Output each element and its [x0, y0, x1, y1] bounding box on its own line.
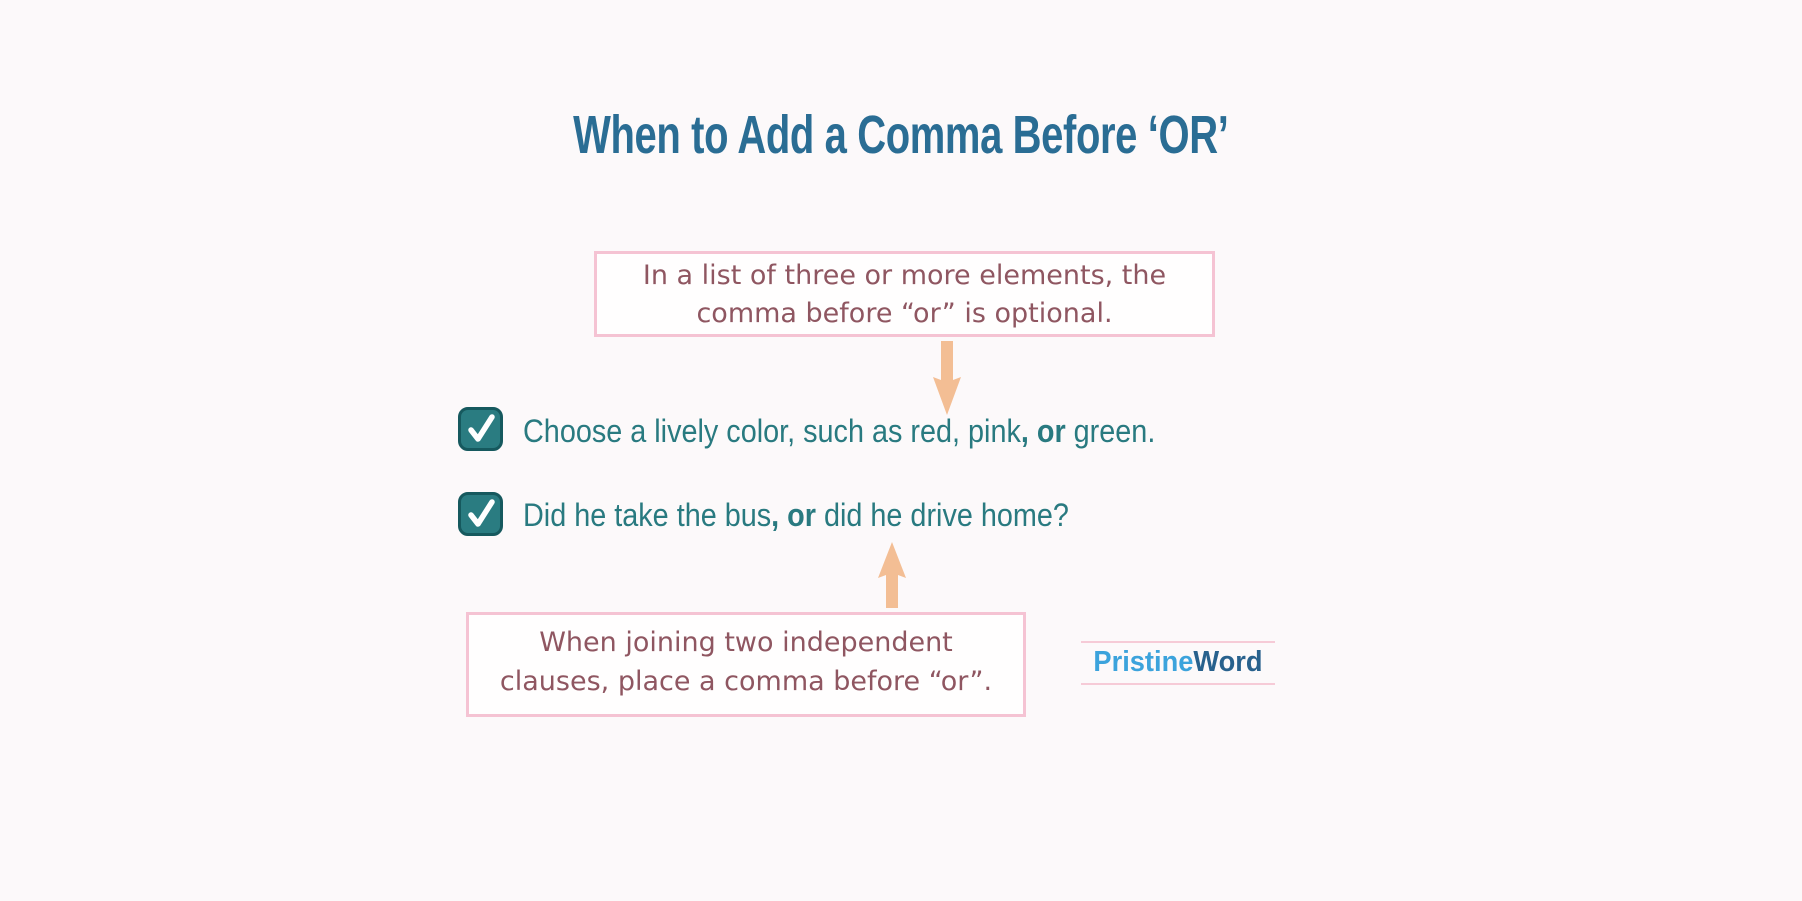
sentence-2-bold-or: , or [771, 497, 816, 533]
pristineword-logo [1081, 646, 1275, 679]
page-title-text: When to Add a Comma Before ‘OR’ [573, 105, 1229, 165]
example-sentence-2-text [523, 496, 1130, 534]
logo-text-word: Word [1193, 646, 1263, 678]
page-title [0, 104, 1802, 166]
sentence-2-pre: Did he take the bus [523, 497, 772, 533]
sentence-2-post: did he drive home? [815, 497, 1069, 533]
logo-divider-bottom [1081, 683, 1275, 685]
check-icon [464, 412, 498, 446]
checkbox-checked-icon [458, 407, 503, 451]
example-sentence-1-text [523, 412, 1226, 450]
rule-bottom-line-2: clauses, place a comma before “or”. [499, 666, 993, 697]
sentence-1-post: green. [1065, 413, 1156, 449]
sentence-1-bold-or: , or [1020, 413, 1066, 449]
rule-bottom-line-1: When joining two independent [539, 627, 953, 658]
checkbox-checked-icon [458, 492, 503, 536]
logo-text-pristine: Pristine [1093, 646, 1194, 678]
sentence-1-pre: Choose a lively color, such as red, pink [523, 413, 1021, 449]
arrow-up-icon [877, 542, 907, 608]
rule-box-optional-comma [594, 251, 1215, 337]
check-icon [464, 497, 498, 531]
arrow-down-icon [929, 341, 965, 416]
rule-top-line-2: comma before “or” is optional. [696, 298, 1113, 329]
rule-box-independent-clauses [466, 612, 1026, 717]
logo-divider-top [1081, 641, 1275, 643]
rule-top-line-1: In a list of three or more elements, the [642, 260, 1167, 291]
